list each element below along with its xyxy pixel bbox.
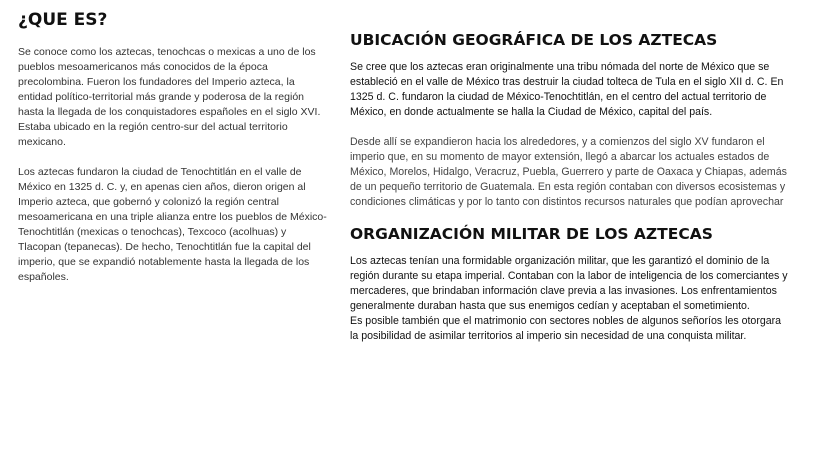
military-heading: ORGANIZACIÓN MILITAR DE LOS AZTECAS: [350, 225, 713, 243]
geo-section: [350, 30, 790, 210]
geo-heading: UBICACIÓN GEOGRÁFICA DE LOS AZTECAS: [350, 31, 718, 49]
geo-paragraph-1: Se cree que los aztecas eran originalmente una tribu nómada del norte de México que se estableció en el valle de México tras destruir la ciudad tolteca de Tula en el siglo XII d. C. En 1325 d. C. fundaron la ciudad de México-Tenochtitlán, en el centro del actual territorio de México, en donde actualmente se halla la Ciudad de México, capital del país.: [350, 61, 784, 118]
que-es-paragraph-1: Se conoce como los aztecas, tenochcas o mexicas a uno de los pueblos mesoamericanos más conocidos de la época precolombina. Fueron los fundadores del Imperio azteca, la entidad político-territorial más grande y poderosa de la región hasta la llegada de los conquistadores españoles en el siglo XVI. Estaba ubicado en la región centro-sur del actual territorio mexicano.: [18, 46, 321, 148]
military-paragraph-1: Los aztecas tenían una formidable organización militar, que les garantizó el dominio de la región durante su etapa imperial. Contaban con la labor de inteligencia de los comerciantes y mercaderes, que brindaban información clave previa a las invasiones. Los enfrentamientos generalmente duraban hasta que sus enemigos cedían y aceptaban el sometimiento.: [350, 255, 788, 312]
que-es-heading: ¿QUE ES?: [18, 10, 108, 30]
que-es-paragraph-2: Los aztecas fundaron la ciudad de Tenochtitlán en el valle de México en 1325 d. C. y, en apenas cien años, dieron origen al Imperio azteca, que gobernó y colonizó la región central mesoamericana en una triple alianza entre los pueblos de México-Tenochtitlán (mexicas o tenochcas), Texcoco (acolhuas) y Tlacopan (tepanecas). De hecho, Tenochtitlán fue la capital del imperio, que se expandió notablemente hasta la llegada de los españoles.: [18, 166, 327, 283]
right-column: [350, 30, 790, 344]
geo-paragraph-2: Desde allí se expandieron hacia los alrededores, y a comienzos del siglo XV fundaron el imperio que, en su momento de mayor extensión, llegó a abarcar los actuales estados de México, Morelos, Hidalgo, Veracruz, Puebla, Guerrero y parte de Oaxaca y Chiapas, además de un pequeño territorio de Guatemala. En esta región contaban con diversos ecosistemas y condiciones climáticas y por lo tanto con distintos recursos naturales que podían aprovechar: [350, 136, 787, 208]
military-section: [350, 224, 790, 344]
military-paragraph-2: Es posible también que el matrimonio con sectores nobles de algunos señoríos les otorgara la posibilidad de asimilar territorios al imperio sin necesidad de una conquista militar.: [350, 315, 782, 342]
left-column: [18, 10, 330, 285]
